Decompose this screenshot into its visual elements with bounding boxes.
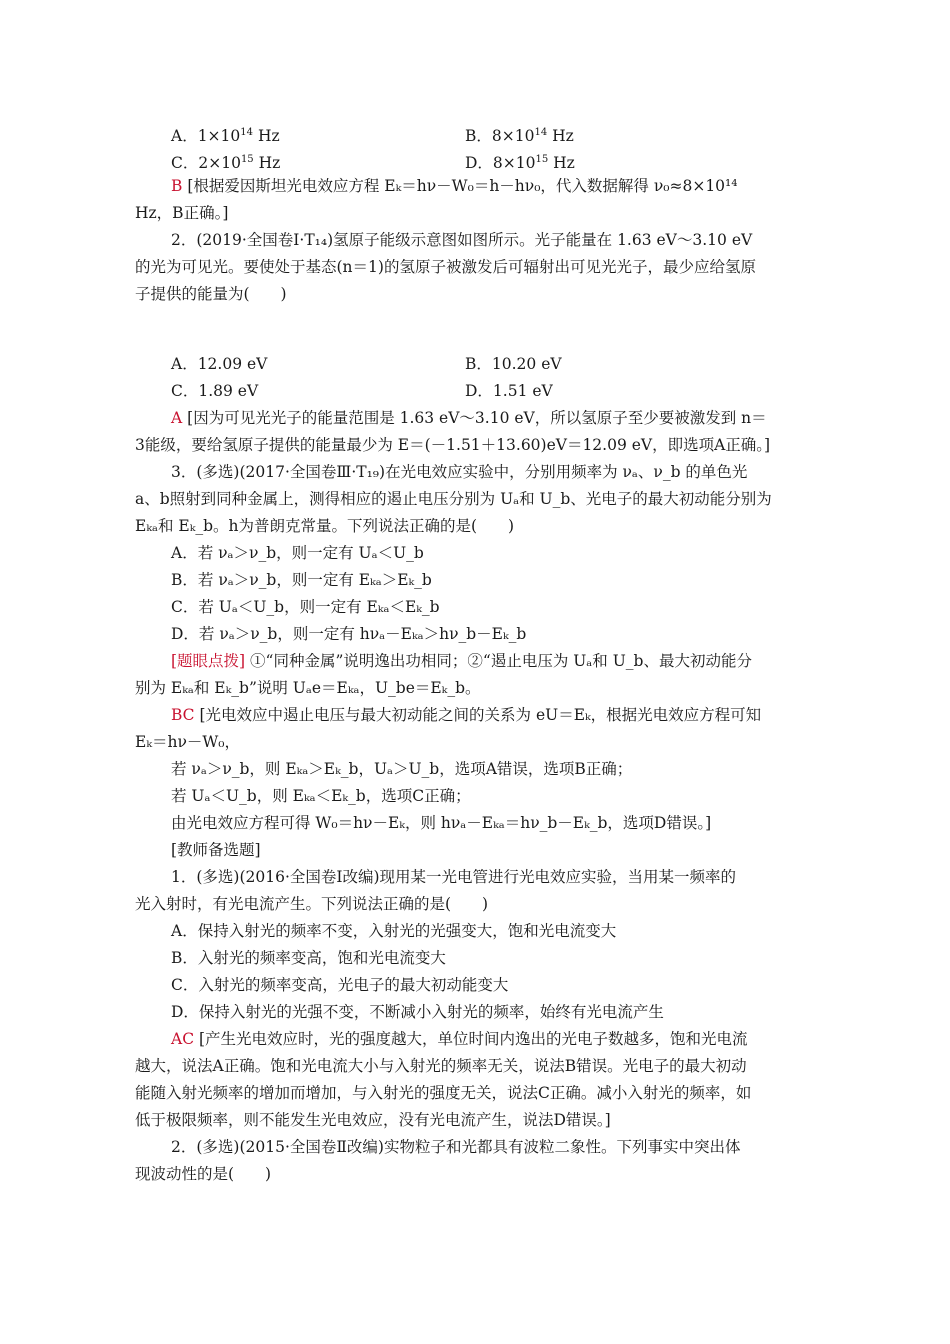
q3-stem-line-3: Eₖₐ和 Eₖ_b。h为普朗克常量。下列说法正确的是( ): [135, 517, 515, 535]
backup-q2-stem-line-1: 2．(多选)(2015·全国卷Ⅱ改编)实物粒子和光都具有波粒二象性。下列事实中突出体: [171, 1138, 741, 1156]
q1-option-a[interactable]: A．$1\times 10^{14}$ Hz: [171, 127, 280, 145]
q3-explanation-line-5: 由光电效应方程可得 W₀＝hν－Eₖ，则 hνₐ－Eₖₐ＝hν_b－Eₖ_b，选项D错误。]: [171, 814, 712, 832]
backup-q1-explanation-line-1: [135, 1026, 820, 1053]
q1-options-row-1: [135, 119, 820, 146]
q2-explanation-line-1: [135, 405, 820, 432]
q3-explanation-text: [光电效应中遏止电压与最大初动能之间的关系为 eU＝Eₖ，根据光电效应方程可知: [199, 706, 762, 724]
backup-q2-stem-line-2: 现波动性的是( ): [135, 1165, 272, 1183]
q1-options-row-2: [135, 146, 820, 173]
q3-answer: BC: [171, 706, 195, 724]
document-content: [135, 119, 820, 1188]
q1-explanation-text: [根据爱因斯坦光电效应方程 Eₖ＝hν－W₀＝h－hν₀，代入数据解得 ν₀≈8×10¹⁴: [187, 177, 738, 195]
q3-tip-line-2: 别为 Eₖₐ和 Eₖ_b”说明 Uₐe＝Eₖₐ，U_be＝Eₖ_b。: [135, 679, 481, 697]
q3-option-c[interactable]: C．若 Uₐ＜U_b，则一定有 Eₖₐ＜Eₖ_b: [171, 598, 440, 616]
q1-option-b[interactable]: B．$8\times 10^{14}$ Hz: [465, 127, 574, 145]
backup-q1-option-a[interactable]: A．保持入射光的频率不变，入射光的光强变大，饱和光电流变大: [171, 922, 617, 940]
backup-q1-explanation-line-2: 越大，说法A正确。饱和光电流大小与入射光的频率无关，说法B错误。光电子的最大初动: [135, 1057, 747, 1075]
figure-gap: [135, 308, 820, 351]
q1-option-d[interactable]: D．$8\times 10^{15}$ Hz: [465, 154, 575, 172]
q3-stem-line-1: 3．(多选)(2017·全国卷Ⅲ·T₁₉)在光电效应实验中，分别用频率为 νₐ、ν_b 的单色光: [171, 463, 748, 481]
q2-option-c[interactable]: C．1.89 eV: [171, 382, 259, 400]
q3-explanation-line-2: Eₖ＝hν－W₀，: [135, 733, 241, 751]
q2-explanation-line-2: 3能级，要给氢原子提供的能量最少为 E＝(－1.51＋13.60)eV＝12.09 eV，即选项A正确。]: [135, 436, 771, 454]
q3-tip-text: ①“同种金属”说明逸出功相同；②“遏止电压为 Uₐ和 U_b、最大初动能分: [250, 652, 752, 670]
backup-q1-option-b[interactable]: B．入射光的频率变高，饱和光电流变大: [171, 949, 446, 967]
q2-stem-line-2: 的光为可见光。要使处于基态(n＝1)的氢原子被激发后可辐射出可见光光子，最少应给氢原: [135, 258, 756, 276]
q2-option-d[interactable]: D．1.51 eV: [465, 382, 553, 400]
q3-explanation-line-4: 若 Uₐ＜U_b，则 Eₖₐ＜Eₖ_b，选项C正确；: [171, 787, 471, 805]
backup-q1-stem-line-1: 1．(多选)(2016·全国卷Ⅰ改编)现用某一光电管进行光电效应实验，当用某一频率的: [171, 868, 737, 886]
q3-tip-label: [题眼点拨]: [171, 652, 246, 670]
q2-explanation-text: [因为可见光光子的能量范围是 1.63 eV～3.10 eV，所以氢原子至少要被激发到 n＝: [187, 409, 767, 427]
q3-option-d[interactable]: D．若 νₐ＞ν_b，则一定有 hνₐ－Eₖₐ＞hν_b－Eₖ_b: [171, 625, 527, 643]
q1-option-c[interactable]: C．$2\times 10^{15}$ Hz: [171, 154, 281, 172]
q3-explanation-line-1: [135, 702, 820, 729]
q3-explanation-line-3: 若 νₐ＞ν_b，则 Eₖₐ＞Eₖ_b，Uₐ＞U_b，选项A错误，选项B正确；: [171, 760, 633, 778]
q2-answer: A: [171, 409, 183, 427]
q2-stem-line-3: 子提供的能量为( ): [135, 285, 287, 303]
backup-q1-stem-line-2: 光入射时，有光电流产生。下列说法正确的是( ): [135, 895, 489, 913]
q1-explanation-line-2: Hz，B正确。]: [135, 204, 229, 222]
q1-explanation-line-1: [135, 173, 820, 200]
q2-options-row-1: [135, 351, 820, 378]
backup-q1-explanation-text: [产生光电效应时，光的强度越大，单位时间内逸出的光电子数越多，饱和光电流: [199, 1030, 748, 1048]
q2-option-a[interactable]: A．12.09 eV: [171, 355, 268, 373]
q2-stem-line-1: 2．(2019·全国卷Ⅰ·T₁₄)氢原子能级示意图如图所示。光子能量在 1.63 eV～3.10 eV: [171, 231, 753, 249]
q3-option-a[interactable]: A．若 νₐ＞ν_b，则一定有 Uₐ＜U_b: [171, 544, 424, 562]
q2-options-row-2: [135, 378, 820, 405]
q2-option-b[interactable]: B．10.20 eV: [465, 355, 562, 373]
q3-option-b[interactable]: B．若 νₐ＞ν_b，则一定有 Eₖₐ＞Eₖ_b: [171, 571, 432, 589]
backup-q1-explanation-line-3: 能随入射光频率的增加而增加，与入射光的强度无关，说法C正确。减小入射光的频率，如: [135, 1084, 752, 1102]
q3-stem-line-2: a、b照射到同种金属上，测得相应的遏止电压分别为 Uₐ和 U_b、光电子的最大初动能分别为: [135, 490, 772, 508]
backup-q1-explanation-line-4: 低于极限频率，则不能发生光电效应，没有光电流产生，说法D错误。]: [135, 1111, 611, 1129]
backup-q1-option-d[interactable]: D．保持入射光的光强不变，不断减小入射光的频率，始终有光电流产生: [171, 1003, 664, 1021]
q1-answer: B: [171, 177, 183, 195]
backup-heading: [教师备选题]: [171, 841, 261, 859]
backup-q1-option-c[interactable]: C．入射光的频率变高，光电子的最大初动能变大: [171, 976, 509, 994]
backup-q1-answer: AC: [171, 1030, 195, 1048]
q3-tip-line-1: [135, 648, 820, 675]
